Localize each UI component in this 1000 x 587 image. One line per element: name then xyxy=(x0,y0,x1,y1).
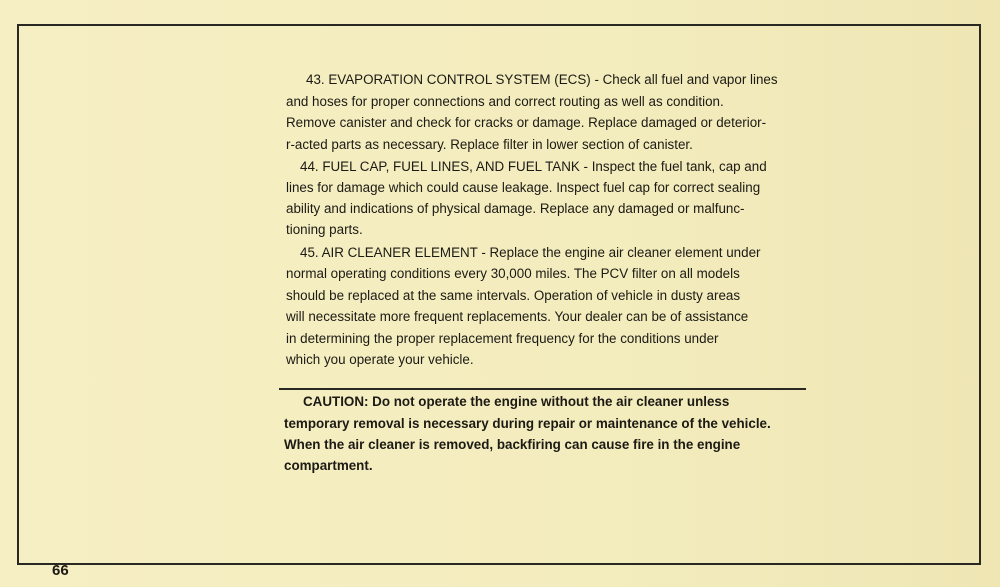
page-number: 66 xyxy=(52,562,69,579)
item-43-line-1: 43. EVAPORATION CONTROL SYSTEM (ECS) - Check all fuel and vapor lines xyxy=(306,72,778,87)
item-44-line-3: ability and indications of physical damage. Replace any damaged or malfunc- xyxy=(286,201,745,216)
caution-line-4: compartment. xyxy=(284,458,373,473)
item-45-line-1: 45. AIR CLEANER ELEMENT - Replace the engine air cleaner element under xyxy=(300,245,761,260)
caution-line-1: CAUTION: Do not operate the engine without the air cleaner unless xyxy=(303,394,730,409)
item-45-line-6: which you operate your vehicle. xyxy=(286,352,474,367)
item-44-line-4: tioning parts. xyxy=(286,222,363,237)
item-43-line-4: r-acted parts as necessary. Replace filter in lower section of canister. xyxy=(286,137,693,152)
caution-divider xyxy=(279,388,806,390)
caution-line-3: When the air cleaner is removed, backfiring can cause fire in the engine xyxy=(284,437,741,452)
item-43-line-2: and hoses for proper connections and correct routing as well as condition. xyxy=(286,94,724,109)
item-45-line-2: normal operating conditions every 30,000 miles. The PCV filter on all models xyxy=(286,266,740,281)
item-43-line-3: Remove canister and check for cracks or damage. Replace damaged or deterior- xyxy=(286,115,767,130)
item-45-line-3: should be replaced at the same intervals. Operation of vehicle in dusty areas xyxy=(286,288,741,303)
item-44-line-1: 44. FUEL CAP, FUEL LINES, AND FUEL TANK - Inspect the fuel tank, cap and xyxy=(300,159,767,174)
item-45-line-4: will necessitate more frequent replacements. Your dealer can be of assistance xyxy=(286,309,749,324)
item-45-line-5: in determining the proper replacement frequency for the conditions under xyxy=(286,331,719,346)
item-44-line-2: lines for damage which could cause leakage. Inspect fuel cap for correct sealing xyxy=(286,180,761,195)
caution-line-2: temporary removal is necessary during repair or maintenance of the vehicle. xyxy=(284,416,771,431)
